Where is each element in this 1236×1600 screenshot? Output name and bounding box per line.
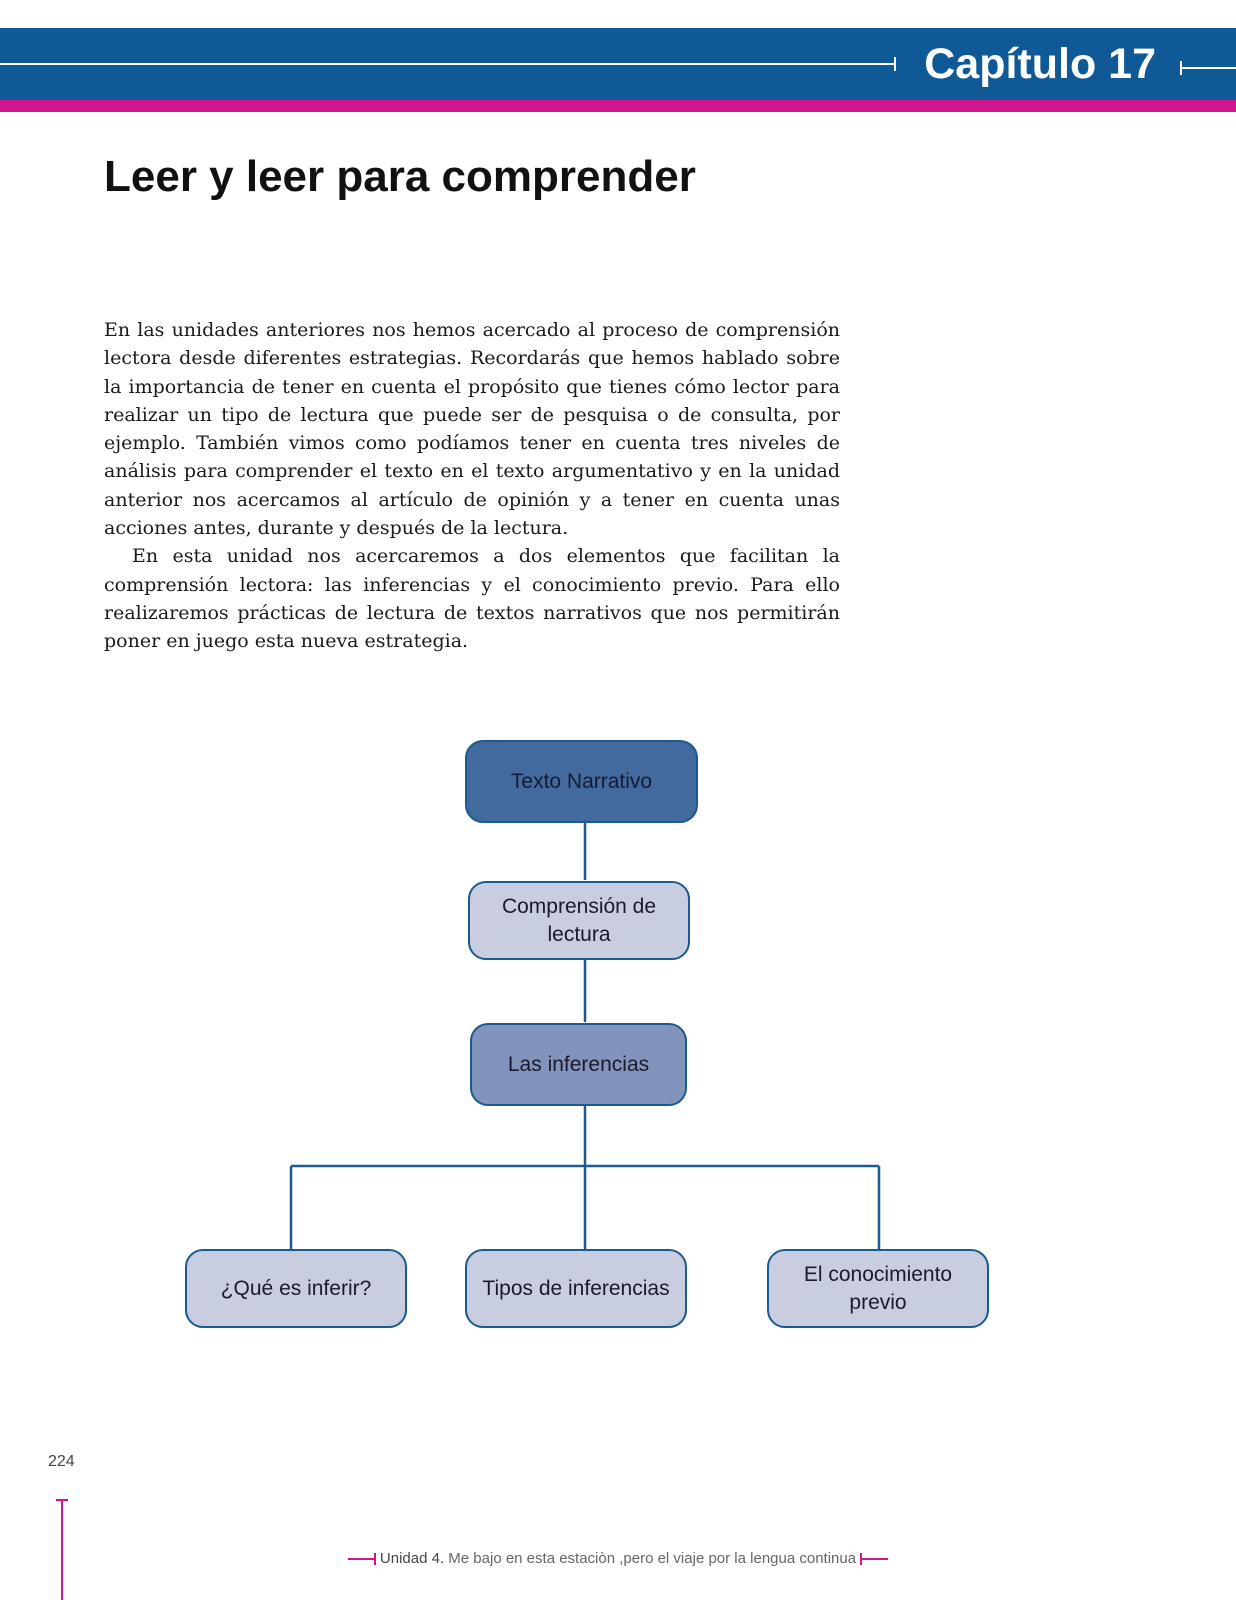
node-tipos-de-inferencias xyxy=(465,1249,687,1328)
chapter-label: Capítulo 17 xyxy=(924,40,1156,88)
footer-mark-left xyxy=(348,1553,376,1565)
node-texto-narrativo-label: Texto Narrativo xyxy=(510,769,653,793)
node-conocimiento-previo xyxy=(767,1249,989,1328)
footer-unit-label: Unidad 4. xyxy=(379,1550,445,1567)
node-inferencias-label: Las inferencias xyxy=(507,1052,650,1076)
node-tipos-label: Tipos de inferencias xyxy=(482,1276,670,1300)
paragraph-2: En esta unidad nos acercaremos a dos elementos que facilitan la comprensión lectora: las inferencias y el conocimiento previo. Para ello realizaremos prácticas de lectura de textos narrativos que nos permitirán poner en juego esta nueva estrategia. xyxy=(104,545,840,653)
paragraph-1: En las unidades anteriores nos hemos acercado al proceso de comprensión lectora desde diferentes estrategias. Recordarás que hemos hablado sobre la importancia de tener en cuenta el propósito que tienes cómo lector para realizar un tipo de lectura que puede ser de pesquisa o de consulta, por ejemplo. También vimos como podíamos tener en cuenta tres niveles de análisis para comprender el texto en el texto argumentativo y en la unidad anterior nos acercamos al artículo de opinión y a tener en cuenta unas acciones antes, durante y después de la lectura. xyxy=(104,319,840,540)
node-comprension-de-lectura xyxy=(468,881,690,960)
node-texto-narrativo xyxy=(465,740,698,823)
node-las-inferencias xyxy=(470,1023,687,1106)
node-que-es-inferir xyxy=(185,1249,407,1328)
node-que-es-inferir-label: ¿Qué es inferir? xyxy=(220,1276,372,1300)
node-conocimiento-label: El conocimiento previo xyxy=(803,1262,953,1314)
page-footer xyxy=(0,1550,1236,1567)
footer-unit-title: Me bajo en esta estaciòn ,pero el viaje por la lengua continua xyxy=(448,1550,857,1567)
node-comprension-label: Comprensión de lectura xyxy=(501,894,657,946)
footer-mark-right xyxy=(860,1553,888,1565)
page-title: Leer y leer para comprender xyxy=(104,152,696,201)
page-number: 224 xyxy=(48,1453,75,1470)
